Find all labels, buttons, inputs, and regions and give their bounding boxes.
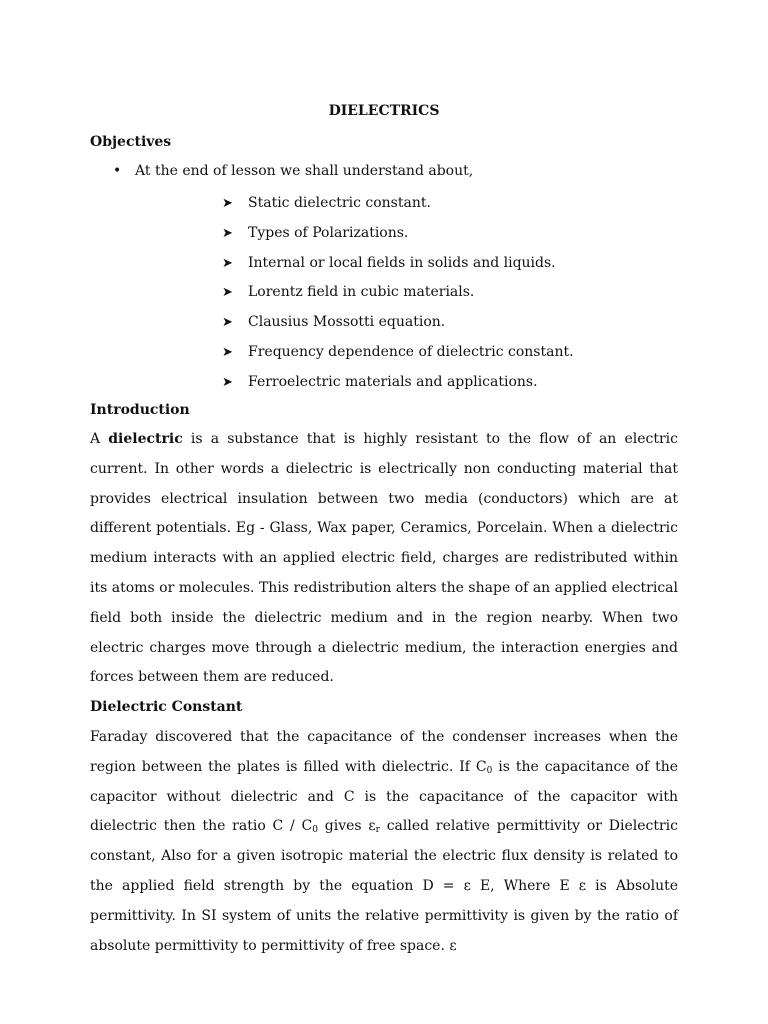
- list-item-text: Internal or local fields in solids and liquids.: [248, 254, 556, 271]
- intro-lead: A: [90, 431, 109, 447]
- bullet-dot-icon: •: [113, 163, 122, 179]
- list-item: [222, 311, 574, 341]
- arrowhead-icon: ➤: [222, 255, 233, 271]
- list-item-text: Lorentz field in cubic materials.: [248, 284, 475, 301]
- objectives-heading: Objectives: [90, 134, 172, 150]
- list-item: [222, 341, 574, 371]
- arrowhead-icon: ➤: [222, 225, 233, 241]
- document-title: DIELECTRICS: [328, 103, 440, 119]
- list-item-text: Types of Polarizations.: [248, 224, 409, 241]
- dc-text-2: is the capacitance of the capacitor without dielectric and C is the capacitance of the capacitor with dielectric then the ratio C / C: [90, 758, 679, 835]
- objectives-bullet: [113, 163, 473, 179]
- list-item: [222, 371, 574, 401]
- dielectric-constant-paragraph: [90, 723, 678, 961]
- intro-text: is a substance that is highly resistant to the flow of an electric current. In other words a dielectric is electrically non conducting material that provides electrical insulation between two media (conductors) which are at different potentials. Eg - Glass, Wax paper, Ceramics, Porcelain. When a dielectric medium interacts with an applied electric field, charges are redistributed within its atoms or molecules. This redistribution alters the shape of an applied electrical field both inside the dielectric medium and in the region nearby. When two electric charges move through a dielectric medium, the interaction energies and forces between them are reduced.: [90, 431, 678, 686]
- dc-text-4: called relative permittivity or Dielectric constant, Also for a given isotropic material the electric flux density is related to the applied field strength by the equation D = ε E, Where E ε is Absolute permittivity. In SI system of units the relative permittivity is given by the ratio of absolute permittivity to permittivity of free space. ε: [90, 818, 679, 954]
- dc-subscript-1: 0: [312, 825, 318, 836]
- intro-term: dielectric: [108, 431, 183, 447]
- arrowhead-icon: ➤: [222, 344, 233, 360]
- list-item: [222, 252, 574, 282]
- list-item-text: Static dielectric constant.: [248, 195, 431, 211]
- list-item: [222, 222, 574, 252]
- dc-subscript-r: r: [375, 825, 380, 836]
- objectives-list: [222, 192, 574, 401]
- introduction-heading: Introduction: [90, 402, 190, 418]
- list-item: [222, 281, 574, 311]
- list-item-text: Frequency dependence of dielectric constant.: [248, 343, 574, 360]
- dc-text-3: gives ε: [317, 818, 376, 835]
- arrowhead-icon: ➤: [222, 196, 233, 211]
- list-item: [222, 192, 574, 222]
- objectives-bullet-text: At the end of lesson we shall understand about,: [135, 163, 474, 179]
- dc-subscript-0: 0: [486, 765, 493, 776]
- dc-text-1: Faraday discovered that the capacitance of the condenser increases when the region between the plates is filled with dielectric. If C: [90, 729, 678, 775]
- arrowhead-icon: ➤: [222, 315, 233, 331]
- list-item-text: Ferroelectric materials and applications.: [248, 373, 538, 390]
- arrowhead-icon: ➤: [222, 374, 233, 390]
- introduction-paragraph: [90, 425, 678, 693]
- arrowhead-icon: ➤: [222, 285, 233, 301]
- list-item-text: Clausius Mossotti equation.: [248, 314, 446, 331]
- dielectric-constant-heading: Dielectric Constant: [90, 699, 243, 715]
